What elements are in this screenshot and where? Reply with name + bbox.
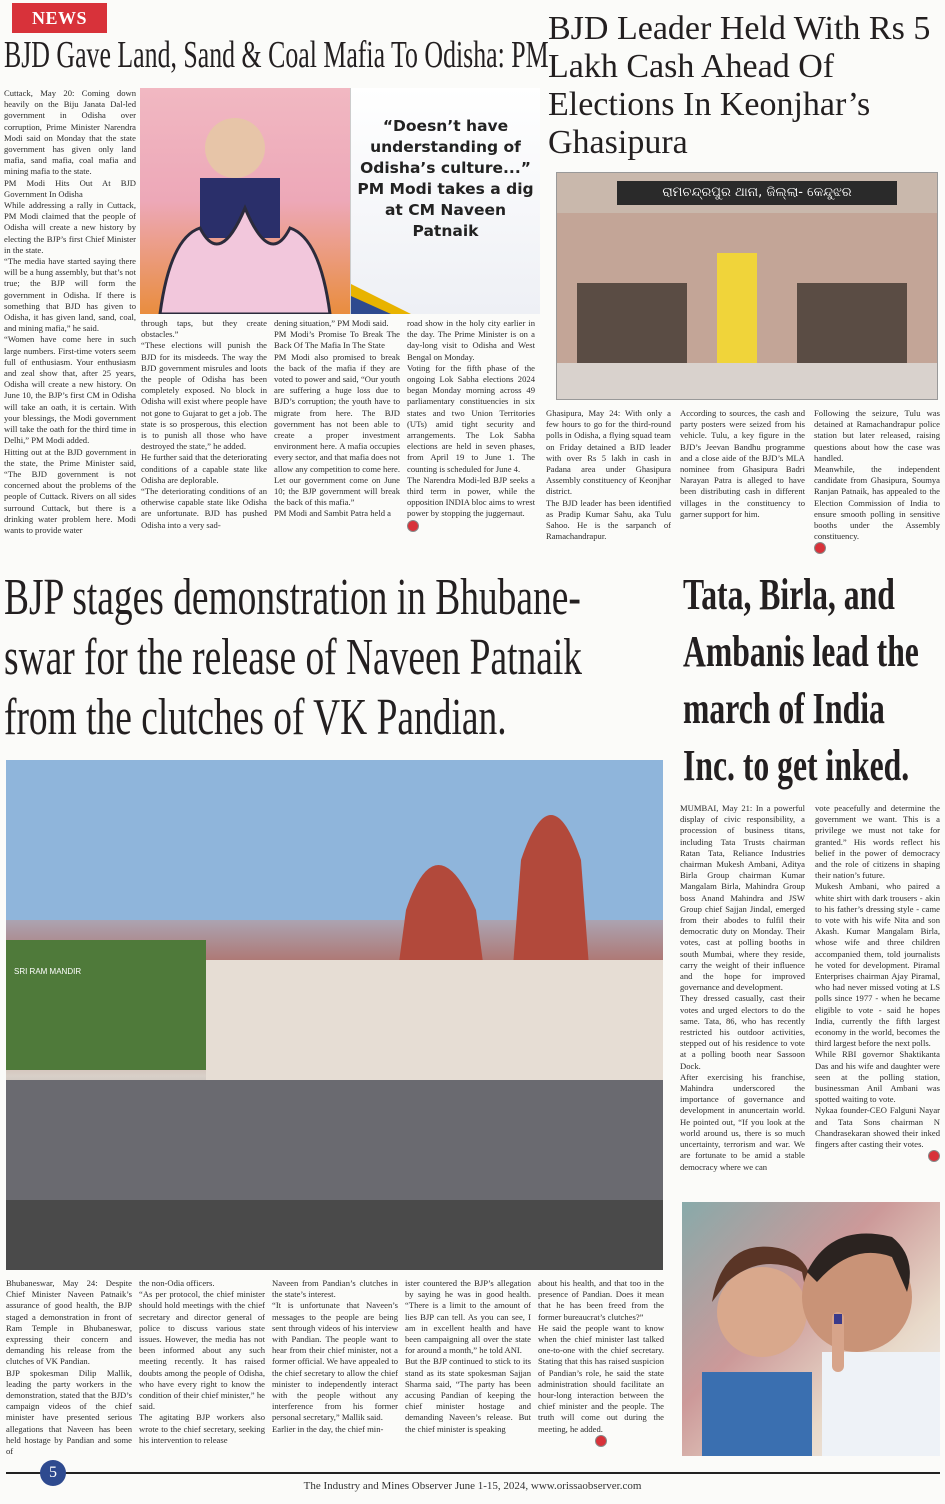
paragraph: “These elections will punish the BJD for its misdeeds. The way the BJD government misrules and loots the people of Odisha has been completely exposed. No block in Odisha will exist where people have not gone to Gujarat to get a job. The state is so prosperous, this election is to punish all those who have destroyed the state,” he added. — [141, 340, 267, 452]
headline-tata-birla-ambani — [683, 566, 919, 794]
subheading: PM Modi’s Promise To Break The Back Of The Mafia In The State — [274, 329, 400, 351]
paragraph: The BJD leader has been identified as Pradip Kumar Sahu, aka Tulu Sahoo. He is the sarpanch of Ramachandrapur. — [546, 497, 671, 542]
article1-column-1 — [4, 88, 136, 536]
police-station-sign: ରାମଚନ୍ଦ୍ରପୁର ଥାନା, ଜିଲ୍ଲା- କେନ୍ଦୁଝର — [617, 181, 897, 205]
paragraph: While RBI governor Shaktikanta Das and his wife and daughter were seen at the polling station, businessman Anil Ambani was spotted waiting to vote. — [815, 1049, 940, 1105]
paragraph: dening situation,” PM Modi said. — [274, 318, 389, 328]
modi-rally-photo — [140, 88, 350, 314]
temple-protest-illustration-icon — [6, 760, 663, 1270]
end-mark-icon — [928, 1150, 940, 1162]
paragraph: ister countered the BJP’s allegation by saying he was in good health. “There is a limit to the amount of lies BJP can tell. As you can see, I am in excellent health and have been campaigning all over the state for around a month,” he told ANI. — [405, 1278, 531, 1356]
headline-line: march of India — [683, 684, 885, 733]
end-mark-icon — [814, 542, 826, 554]
paragraph: Meanwhile, the independent candidate from Ghasipura, Soumya Ranjan Patnaik, has appealed to the Election Commission of India to ensure smooth polling in sensitive booths under the Assembly constituency. — [814, 464, 940, 542]
headline-line: BJP stages demonstration in Bhubane- — [4, 569, 581, 626]
end-mark-icon — [595, 1435, 607, 1447]
paragraph: vote peacefully and determine the government we want. This is a privilege we must not take for granted.” His words reflect his belief in the power of democracy and the role of citizens in shaping their nation’s future. — [815, 803, 940, 881]
paragraph: Earlier in the day, the chief min- — [272, 1423, 384, 1434]
section-tag: NEWS — [12, 3, 107, 33]
paragraph: “As per protocol, the chief minister should hold meetings with the chief secretary and director general of police to discuss various state issues. However, the media has not been informed about any such meeting recently. It has raised doubts among the people of Odisha, who have every right to know the condition of their chief minister,” he said. — [139, 1289, 265, 1412]
paragraph: Ghasipura, May 24: With only a few hours to go for the third-round polls in Odisha, a flying squad team on Friday detained a BJD leader with over Rs 5 lakh in cash in Padana area under Ghasipura Assembly constituency of Keonjhar district. — [546, 408, 671, 497]
headline-line: Inc. to get inked. — [683, 741, 910, 790]
lotus-podium-icon — [140, 88, 350, 314]
ambani-voting-photo — [682, 1202, 940, 1456]
article2-column-1 — [546, 408, 671, 542]
headline-line: Tata, Birla, and — [683, 570, 895, 619]
paragraph: Naveen from Pandian’s clutches in the state’s interest. — [272, 1278, 398, 1300]
footer-rule — [6, 1472, 940, 1474]
article2-column-3 — [814, 408, 940, 554]
paragraph: through taps, but they create obstacles.” — [141, 318, 267, 340]
headline-bjp-demonstration — [4, 568, 582, 748]
decorative-stripe-icon — [351, 284, 411, 314]
headline-line: swar for the release of Naveen Patnaik — [4, 629, 582, 686]
paragraph: After exercising his franchise, Mahindra underscored the importance of governance and development in anuncertain world. He pointed out, “If you look at the world around us, there is so much uncertainty, terrorism and war. We are fortunate to be amid a stable democracy where we can — [680, 1071, 805, 1172]
article4-column-1 — [680, 803, 805, 1173]
paragraph: They dressed casually, cast their votes and urged electors to do the same. Tata, 86, who has recently restricted his outdoor activities, stepped out of his residence to vote at a polling booth near Sassoon Dock. — [680, 993, 805, 1071]
paragraph: PM Modi and Sambit Patra held a — [274, 508, 391, 519]
paragraph: “Women have come here in such large numbers. First-time voters seem full of enthusiasm. Your enthusiasm and zeal show that, after 25 years, Odisha will create a new history. On June 10, the BJP’s first CM in Odisha will take an oath, it is certain. With your blessings, the Modi government will take the oath for the third time in Delhi,” PM Modi added. — [4, 334, 136, 446]
paragraph: road show in the holy city earlier in the day. The Prime Minister is on a day-long visit to Odisha and West Bengal on Monday. — [407, 318, 535, 362]
paragraph: He said the people want to know when the chief minister last talked one-to-one with the chief secretary. Stating that this has raised suspicion of Pandian’s role, he said the state administration should facilitate an hour-long interaction between the chief minister and the people. The truth will come out during the meeting, he added. — [538, 1322, 664, 1434]
paragraph: Nykaa founder-CEO Falguni Nayar and Tata Sons chairman N Chandrasekaran showed their inked fingers after casting their votes. — [815, 1105, 940, 1150]
paragraph: But the BJP continued to stick to its stand as its state spokesman Sajjan Sharma said, “The party has been accusing Pandian of keeping the chief minister hostage and demanding Naveen’s release. But the chief minister is speaking — [405, 1356, 531, 1434]
inked-finger-portrait-icon — [682, 1202, 940, 1456]
end-mark-icon — [407, 520, 419, 532]
paragraph: “It is unfortunate that Naveen’s messages to the people are being sent through videos of his interview with Pandian. The people want to hear from their chief minister, not a former official. We have appealed to the chief secretary to allow the chief minister to independently interact with the people without any interference from his former personal secretary,” Mallik said. — [272, 1300, 398, 1423]
paragraph: Mukesh Ambani, who paired a white shirt with dark trousers - akin to his father’s dressing style - came to vote with his wife Nita and son Akash. Kumar Mangalam Birla, whose wife and three children accompanied them, told journalists he voted for development. Piramal Enterprises chairman Ajay Piramal, who had never missed voting at LS polls since 1977 - when he became eligible to vote - said he hopes India, currently the fifth largest economy in the world, becomes the third largest before the next polls. — [815, 881, 940, 1049]
paragraph: Bhubaneswar, May 24: Despite Chief Minister Naveen Patnaik’s assurance of good health, the BJP staged a demonstration in front of Ram Temple in Bhubaneswar, expressing their concern and demanding his release from the clutches of VK Pandian. — [6, 1278, 132, 1367]
article1-column-2 — [141, 318, 267, 531]
paragraph: Following the seizure, Tulu was detained at Ramachandrapur police station but later released, raising questions about how the case was handled. — [814, 408, 940, 463]
subheading: PM Modi Hits Out At BJD Government In Odisha — [4, 177, 136, 199]
quote-card — [350, 88, 540, 314]
demonstration-photo — [6, 760, 663, 1270]
article1-column-3 — [274, 318, 400, 520]
paragraph: “The deteriorating conditions of an otherwise capable state like Odisha are unfortunate. BJD has pushed Odisha into a very sad- — [141, 486, 267, 530]
police-station-photo — [556, 172, 938, 400]
article3-column-4 — [405, 1278, 531, 1435]
paragraph: PM Modi also promised to break the back of the mafia if they are voted to power and said, “Our youth are suffering a huge loss due to BJD’s corruption; the youth have to migrate from here. The BJD government has not been able to create a proper investment environment here. A mafia occupies every sector, and that mafia does not allow any competition to come here. Let our government come on June 10; the BJP government will break the back of this mafia.” — [274, 351, 400, 508]
paragraph: about his health, and that too in the presence of Pandian. Does it mean that he has been freed from the former bureaucrat’s clutches?” — [538, 1278, 664, 1322]
paragraph: MUMBAI, May 21: In a powerful display of civic responsibility, a procession of business titans, including Tata Trusts chairman Ratan Tata, Reliance Industries chairman Mukesh Ambani, Aditya Birla Group chairman Kumar Mangalam Birla, Mahindra Group boss Anand Mahindra and JSW Group chief Sajjan Jindal, emerged from their abodes to fulfil their democratic duty on Monday. Their votes, cast at polling booths in south Mumbai, where they reside, carry the weight of their influence and the hope for improved governance and development. — [680, 803, 805, 993]
temple-sign: SRI RAM MANDIR — [14, 967, 82, 976]
article1-column-4 — [407, 318, 535, 532]
paragraph: He further said that the deteriorating conditions of a capable state like Odisha are deplorable. — [141, 452, 267, 485]
paragraph: The agitating BJP workers also wrote to the chief secretary, seeking his intervention to release — [139, 1412, 265, 1445]
article3-column-1 — [6, 1278, 132, 1457]
footer-publication-info: The Industry and Mines Observer June 1-15, 2024, www.orissaobserver.com — [303, 1480, 642, 1492]
paragraph: “The media have started saying there will be a hung assembly, but that’s not true; the BJP will form the government in Odisha. If there is something that BJD has given to Odisha, it has given land, sand, coal, and mining mafia,” he said. — [4, 256, 136, 334]
headline-line: from the clutches of VK Pandian. — [4, 689, 507, 746]
page-number-badge: 5 — [40, 1460, 66, 1486]
paragraph: Hitting out at the BJD government in the state, the Prime Minister said, “The BJD government is not concerned about the problems of the people of Cuttack. Rivers on all sides surround Cuttack, but there is a drinking water problem here. Modi wants to provide water — [4, 446, 136, 535]
headline-bjd-mafia: BJD Gave Land, Sand & Coal Mafia To Odisha: PM — [4, 34, 549, 76]
article3-column-5 — [538, 1278, 664, 1447]
headline-bjd-leader-held: BJD Leader Held With Rs 5 Lakh Cash Ahead Of Elections In Keonjhar’s Ghasipura — [548, 10, 931, 161]
paragraph: the non-Odia officers. — [139, 1278, 215, 1288]
building-illustration-icon — [557, 213, 937, 399]
paragraph: While addressing a rally in Cuttack, PM Modi claimed that the people of Odisha will create a new history by electing the BJP’s first Chief Minister in the state. — [4, 200, 136, 255]
paragraph: Cuttack, May 20: Coming down heavily on the Biju Janata Dal-led government in Odisha over corruption, Prime Minister Narendra Modi said on Monday that the state government has given only land mafia, sand mafia, coal mafia and mining mafia to the state. — [4, 88, 136, 177]
article4-column-2 — [815, 803, 940, 1162]
article2-column-2 — [680, 408, 805, 520]
quote-card-text: “Doesn’t have understanding of Odisha’s culture...” PM Modi takes a dig at CM Naveen Patnaik — [357, 117, 534, 240]
paragraph: According to sources, the cash and party posters were seized from his vehicle. Tulu, a key figure in the BJD’s Jeevan Bandhu programme and a close aide of the BJD’s MLA nominee from Ghasipura Badri Narayan Patra is alleged to have been distributing cash in different villages in the constituency to garner support for him. — [680, 408, 805, 519]
article3-column-2 — [139, 1278, 265, 1446]
paragraph: BJP spokesman Dilip Mallik, leading the party workers in the demonstration, stated that the BJD’s campaign videos of the chief minister have presented serious allegations that Naveen has been held hostage by Pandian and some of — [6, 1367, 132, 1457]
article3-column-3 — [272, 1278, 398, 1435]
headline-line: Ambanis lead the — [683, 627, 919, 676]
paragraph: The Narendra Modi-led BJP seeks a third term in power, while the opposition INDIA bloc aims to wrest power by stopping the juggernaut. — [407, 474, 535, 519]
paragraph: Voting for the fifth phase of the ongoing Lok Sabha elections 2024 began Monday morning across 49 parliamentary constituencies in six states and two Union Territories (UTs) amid tight security and arrangements. The Lok Sabha elections are held in seven phases, from April 19 to June 1. The counting is scheduled for June 4. — [407, 362, 535, 474]
